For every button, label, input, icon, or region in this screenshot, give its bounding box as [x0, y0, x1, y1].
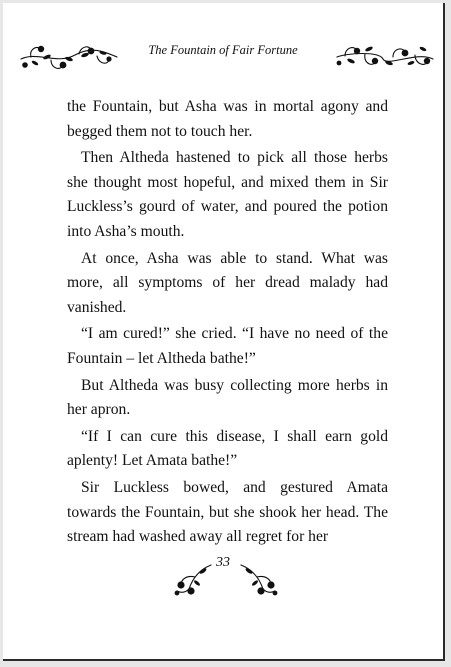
story-text [67, 95, 388, 550]
page-number: 33 [216, 555, 230, 570]
rose-sprig-ornament-icon [237, 559, 281, 599]
paragraph: “If I can cure this disease, I shall earn gold aplenty! Let Amata bathe!” [67, 427, 388, 470]
running-header-title: The Fountain of Fair Fortune [148, 43, 298, 57]
page-footer [3, 551, 443, 601]
paragraph: At once, Asha was able to stand. What was more, all symptoms of her dread malady had vanished. [67, 249, 388, 316]
paragraph: But Altheda was busy collecting more herbs in her apron. [67, 376, 388, 419]
paragraph: “I am cured!” she cried. “I have no need of the Fountain – let Altheda bathe!” [67, 325, 388, 367]
paragraph: Sir Luckless bowed, and gestured Amata towards the Fountain, but she shook her head. The stream had washed away all regret for her [67, 478, 388, 546]
paragraph-continued: the Fountain, but Asha was in mortal agony and begged them not to touch her. [67, 98, 388, 140]
rose-vine-ornament-icon [335, 37, 437, 77]
book-page [3, 3, 445, 661]
paragraph: Then Altheda hastened to pick all those herbs she thought most hopeful, and mixed them in Sir Luckless’s gourd of water, and poured the potion into Asha’s mouth. [67, 149, 388, 240]
running-header [3, 37, 443, 77]
